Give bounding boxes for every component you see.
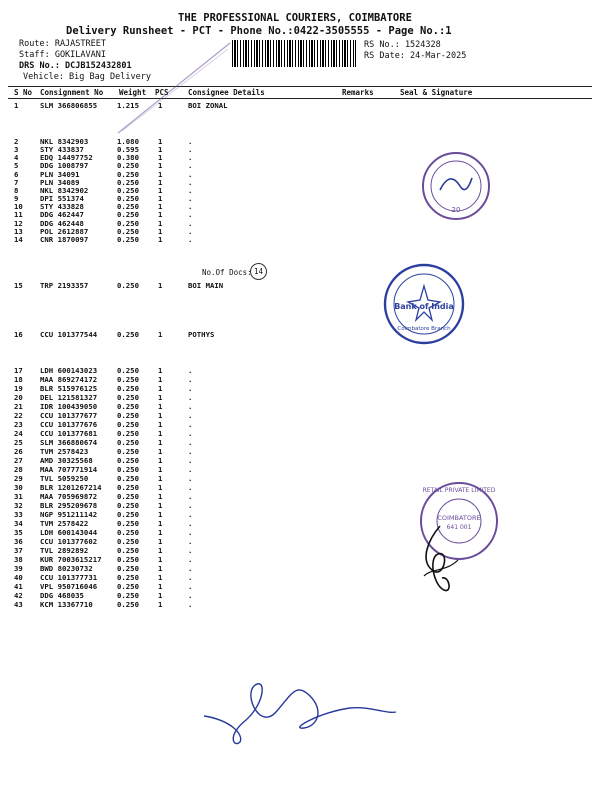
row-weight: 0.250 <box>117 447 139 456</box>
row-sno: 9 <box>14 194 19 204</box>
row-pcs: 1 <box>158 492 163 501</box>
row-weight: 0.250 <box>117 169 139 179</box>
row-pcs: 1 <box>158 420 163 429</box>
row-consignee: . <box>188 564 193 573</box>
row-consignee: . <box>188 465 193 474</box>
row-consignee: . <box>188 393 193 402</box>
row-weight: 0.250 <box>117 210 139 220</box>
row-consignee: . <box>188 145 193 155</box>
row-consignee: . <box>188 591 193 600</box>
row-sno: 34 <box>14 519 23 528</box>
row-pcs: 1 <box>158 366 163 375</box>
handwritten-signature-black <box>410 520 480 600</box>
col-sno: S No <box>14 88 33 97</box>
bank-of-india-stamp <box>382 262 466 346</box>
row-sno: 11 <box>14 210 23 220</box>
row-consignee: . <box>188 492 193 501</box>
row-consignee: . <box>188 456 193 465</box>
row-consignee: . <box>188 438 193 447</box>
row-consignment-no: NKL 8342903 <box>40 137 89 146</box>
rs-number: RS No.: 1524328 <box>364 40 441 50</box>
row-sno: 4 <box>14 153 19 163</box>
row-sno: 13 <box>14 226 23 236</box>
row-sno: 41 <box>14 582 23 591</box>
row-pcs: 1 <box>158 582 163 591</box>
row-consignment-no: CCU 101377731 <box>40 573 98 582</box>
row-sno: 36 <box>14 537 23 546</box>
row-weight: 0.250 <box>117 366 139 375</box>
col-consignee: Consignee Details <box>188 88 265 97</box>
row-pcs: 1 <box>158 600 163 609</box>
row-consignment-no: MAA 869274172 <box>40 375 98 384</box>
row-sno: 10 <box>14 202 23 212</box>
row-consignee: . <box>188 537 193 546</box>
row-sno: 32 <box>14 501 23 510</box>
row-consignment-no: BLR 295209678 <box>40 501 98 510</box>
row-pcs: 1 <box>158 474 163 483</box>
row-consignment-no: PLN 34089 <box>40 177 80 187</box>
row-consignment-no: CCU 101377677 <box>40 411 98 420</box>
row-pcs: 1 <box>158 161 163 171</box>
row-sno: 8 <box>14 185 19 195</box>
row-weight: 0.250 <box>117 194 139 204</box>
row-pcs: 1 <box>158 537 163 546</box>
row-consignment-no: DDG 1008797 <box>40 161 89 171</box>
row-weight: 0.250 <box>117 438 139 447</box>
row-weight: 0.250 <box>117 465 139 474</box>
row-weight: 0.250 <box>117 528 139 537</box>
row-pcs: 1 <box>158 429 163 438</box>
row-sno: 31 <box>14 492 23 501</box>
row-weight: 0.250 <box>117 393 139 402</box>
table-header-rule <box>8 98 592 99</box>
no-of-docs-label: No.Of Docs: <box>202 268 252 277</box>
row-pcs: 1 <box>158 330 163 339</box>
row-weight: 0.250 <box>117 519 139 528</box>
row-weight: 0.250 <box>117 474 139 483</box>
row-pcs: 1 <box>158 194 163 204</box>
row-consignment-no: TRP 2193357 <box>40 281 89 290</box>
row-pcs: 1 <box>158 384 163 393</box>
row-consignment-no: NKL 8342902 <box>40 185 89 195</box>
row-weight: 0.250 <box>117 537 139 546</box>
row-consignee: . <box>188 153 193 163</box>
row-sno: 21 <box>14 402 23 411</box>
row-pcs: 1 <box>158 546 163 555</box>
row-consignee: . <box>188 169 193 179</box>
row-consignment-no: POL 2612887 <box>40 226 89 236</box>
row-sno: 22 <box>14 411 23 420</box>
no-of-docs-value: 14 <box>250 263 267 280</box>
row-sno: 7 <box>14 177 19 187</box>
row-weight: 0.250 <box>117 429 139 438</box>
row-pcs: 1 <box>158 519 163 528</box>
row-sno: 29 <box>14 474 23 483</box>
row-sno: 33 <box>14 510 23 519</box>
row-pcs: 1 <box>158 483 163 492</box>
row-consignment-no: SLM 366806855 <box>40 101 98 110</box>
row-consignee: BOI MAIN <box>188 281 224 290</box>
row-sno: 27 <box>14 456 23 465</box>
row-consignment-no: DDG 468035 <box>40 591 84 600</box>
row-pcs: 1 <box>158 153 163 163</box>
row-sno: 14 <box>14 234 23 244</box>
row-pcs: 1 <box>158 402 163 411</box>
row-consignee: . <box>188 402 193 411</box>
row-sno: 1 <box>14 101 19 110</box>
row-consignee: . <box>188 218 193 228</box>
row-consignment-no: BLR 515976125 <box>40 384 98 393</box>
route-field: Route: RAJASTREET <box>19 39 106 49</box>
row-consignee: . <box>188 177 193 187</box>
row-weight: 0.250 <box>117 546 139 555</box>
row-consignee: . <box>188 411 193 420</box>
row-consignment-no: CCU 101377544 <box>40 330 98 339</box>
row-weight: 0.250 <box>117 281 139 290</box>
row-sno: 40 <box>14 573 23 582</box>
row-weight: 0.250 <box>117 161 139 171</box>
row-consignee: . <box>188 582 193 591</box>
row-consignee: . <box>188 519 193 528</box>
document-subtitle: Delivery Runsheet - PCT - Phone No.:0422-3505555 - Page No.:1 <box>66 25 452 37</box>
row-consignee: . <box>188 474 193 483</box>
row-consignment-no: STY 433837 <box>40 145 84 155</box>
row-weight: 0.250 <box>117 177 139 187</box>
row-weight: 0.250 <box>117 573 139 582</box>
row-pcs: 1 <box>158 137 163 146</box>
row-consignee: . <box>188 555 193 564</box>
purple-bank-stamp <box>420 150 492 222</box>
row-pcs: 1 <box>158 218 163 228</box>
row-sno: 17 <box>14 366 23 375</box>
row-weight: 1.080 <box>117 137 139 146</box>
row-pcs: 1 <box>158 456 163 465</box>
row-weight: 0.250 <box>117 492 139 501</box>
row-consignee: . <box>188 483 193 492</box>
row-consignee: . <box>188 210 193 220</box>
rs-date: RS Date: 24-Mar-2025 <box>364 51 467 61</box>
row-pcs: 1 <box>158 501 163 510</box>
row-consignment-no: TVL 2892892 <box>40 546 89 555</box>
row-weight: 0.250 <box>117 185 139 195</box>
row-consignee: . <box>188 194 193 204</box>
row-consignment-no: LDH 600143023 <box>40 366 98 375</box>
row-sno: 39 <box>14 564 23 573</box>
row-consignee: . <box>188 161 193 171</box>
row-consignee: . <box>188 185 193 195</box>
row-sno: 18 <box>14 375 23 384</box>
row-pcs: 1 <box>158 528 163 537</box>
stamp-date-text: 20 <box>451 206 461 214</box>
row-consignment-no: DEL 121581327 <box>40 393 98 402</box>
row-weight: 0.250 <box>117 501 139 510</box>
row-sno: 30 <box>14 483 23 492</box>
row-weight: 0.250 <box>117 218 139 228</box>
row-sno: 38 <box>14 555 23 564</box>
row-consignee: . <box>188 137 193 146</box>
handwritten-signature-blue <box>200 656 400 752</box>
row-sno: 43 <box>14 600 23 609</box>
row-consignment-no: TVM 2578422 <box>40 519 89 528</box>
row-consignee: . <box>188 447 193 456</box>
row-consignee: . <box>188 429 193 438</box>
row-pcs: 1 <box>158 591 163 600</box>
row-sno: 20 <box>14 393 23 402</box>
row-consignee: . <box>188 202 193 212</box>
document-title: THE PROFESSIONAL COURIERS, COIMBATORE <box>178 12 412 24</box>
row-pcs: 1 <box>158 447 163 456</box>
row-consignment-no: VPL 950716046 <box>40 582 98 591</box>
col-pcs: PCS <box>155 88 169 97</box>
row-pcs: 1 <box>158 510 163 519</box>
row-consignee: . <box>188 420 193 429</box>
row-sno: 15 <box>14 281 23 290</box>
row-weight: 0.250 <box>117 483 139 492</box>
row-weight: 0.250 <box>117 330 139 339</box>
row-pcs: 1 <box>158 411 163 420</box>
row-sno: 35 <box>14 528 23 537</box>
row-sno: 42 <box>14 591 23 600</box>
row-weight: 0.250 <box>117 510 139 519</box>
row-sno: 6 <box>14 169 19 179</box>
row-consignee: . <box>188 501 193 510</box>
row-weight: 0.250 <box>117 411 139 420</box>
row-consignee: . <box>188 600 193 609</box>
stamp-branch-name: Coimbatore Branch <box>397 326 451 332</box>
row-consignment-no: CNR 1870097 <box>40 234 89 244</box>
row-weight: 0.250 <box>117 375 139 384</box>
row-consignment-no: EDQ 14497752 <box>40 153 93 163</box>
row-sno: 37 <box>14 546 23 555</box>
table-top-rule <box>8 86 592 87</box>
row-sno: 23 <box>14 420 23 429</box>
row-pcs: 1 <box>158 210 163 220</box>
drs-number: DRS No.: DCJB152432801 <box>19 61 132 71</box>
row-consignee: . <box>188 384 193 393</box>
row-pcs: 1 <box>158 465 163 474</box>
row-sno: 12 <box>14 218 23 228</box>
row-pcs: 1 <box>158 177 163 187</box>
row-sno: 26 <box>14 447 23 456</box>
row-weight: 0.250 <box>117 456 139 465</box>
col-remarks: Remarks <box>342 88 374 97</box>
row-sno: 16 <box>14 330 23 339</box>
row-consignment-no: IDR 100439050 <box>40 402 98 411</box>
row-pcs: 1 <box>158 281 163 290</box>
row-weight: 0.250 <box>117 420 139 429</box>
row-consignment-no: SLM 366880674 <box>40 438 98 447</box>
row-pcs: 1 <box>158 226 163 236</box>
row-sno: 19 <box>14 384 23 393</box>
row-consignee: . <box>188 528 193 537</box>
vehicle-field: Vehicle: Big Bag Delivery <box>23 72 151 82</box>
row-pcs: 1 <box>158 375 163 384</box>
row-weight: 0.250 <box>117 591 139 600</box>
row-consignee: . <box>188 573 193 582</box>
row-pcs: 1 <box>158 438 163 447</box>
row-consignment-no: CCU 101377681 <box>40 429 98 438</box>
row-weight: 0.250 <box>117 226 139 236</box>
row-consignment-no: STY 433828 <box>40 202 84 212</box>
row-weight: 0.250 <box>117 202 139 212</box>
row-consignment-no: BLR 1201267214 <box>40 483 102 492</box>
diagonal-ink-mark <box>110 35 240 145</box>
row-consignment-no: CCU 101377602 <box>40 537 98 546</box>
row-weight: 0.250 <box>117 402 139 411</box>
row-consignment-no: DDG 462448 <box>40 218 84 228</box>
row-sno: 2 <box>14 137 19 146</box>
col-consignment: Consignment No <box>40 88 104 97</box>
row-weight: 0.250 <box>117 600 139 609</box>
row-weight: 0.595 <box>117 145 139 155</box>
row-pcs: 1 <box>158 393 163 402</box>
row-consignment-no: CCU 101377676 <box>40 420 98 429</box>
row-pcs: 1 <box>158 573 163 582</box>
row-consignment-no: KCM 13367710 <box>40 600 93 609</box>
row-consignee: BOI ZONAL <box>188 101 228 110</box>
staff-field: Staff: GOKILAVANI <box>19 50 106 60</box>
stamp-pin: 641 001 <box>446 524 472 531</box>
row-consignment-no: TVM 2578423 <box>40 447 89 456</box>
row-sno: 28 <box>14 465 23 474</box>
row-pcs: 1 <box>158 234 163 244</box>
row-consignee: . <box>188 226 193 236</box>
row-consignee: . <box>188 366 193 375</box>
row-weight: 0.380 <box>117 153 139 163</box>
row-consignment-no: MAA 705969872 <box>40 492 98 501</box>
row-weight: 0.250 <box>117 564 139 573</box>
row-sno: 25 <box>14 438 23 447</box>
row-consignee: . <box>188 234 193 244</box>
row-pcs: 1 <box>158 101 163 110</box>
row-pcs: 1 <box>158 185 163 195</box>
row-consignment-no: DPI 551374 <box>40 194 84 204</box>
col-weight: Weight <box>119 88 147 97</box>
row-pcs: 1 <box>158 555 163 564</box>
stamp-bank-name: Bank of India <box>394 302 454 311</box>
row-weight: 0.250 <box>117 555 139 564</box>
row-sno: 5 <box>14 161 19 171</box>
row-consignment-no: KUR 7003615217 <box>40 555 102 564</box>
row-weight: 0.250 <box>117 384 139 393</box>
row-consignment-no: LDH 600143044 <box>40 528 98 537</box>
row-consignment-no: PLN 34091 <box>40 169 80 179</box>
row-consignee: POTHYS <box>188 330 215 339</box>
row-pcs: 1 <box>158 564 163 573</box>
row-weight: 0.250 <box>117 582 139 591</box>
row-weight: 1.215 <box>117 101 139 110</box>
stamp-city: COIMBATORE <box>437 514 481 522</box>
row-pcs: 1 <box>158 145 163 155</box>
row-consignment-no: NGP 951211142 <box>40 510 98 519</box>
row-consignment-no: DDG 462447 <box>40 210 84 220</box>
stamp-company-name: RETAIL PRIVATE LIMITED <box>422 487 496 494</box>
col-seal: Seal & Signature <box>400 88 473 97</box>
row-consignment-no: BWD 80230732 <box>40 564 93 573</box>
row-consignment-no: TVL 5059250 <box>40 474 89 483</box>
row-weight: 0.250 <box>117 234 139 244</box>
row-sno: 3 <box>14 145 19 155</box>
row-consignee: . <box>188 510 193 519</box>
row-consignee: . <box>188 546 193 555</box>
row-pcs: 1 <box>158 169 163 179</box>
row-pcs: 1 <box>158 202 163 212</box>
row-sno: 24 <box>14 429 23 438</box>
row-consignment-no: MAA 707771914 <box>40 465 98 474</box>
row-consignment-no: AMD 30325568 <box>40 456 93 465</box>
row-consignee: . <box>188 375 193 384</box>
barcode <box>232 40 356 67</box>
